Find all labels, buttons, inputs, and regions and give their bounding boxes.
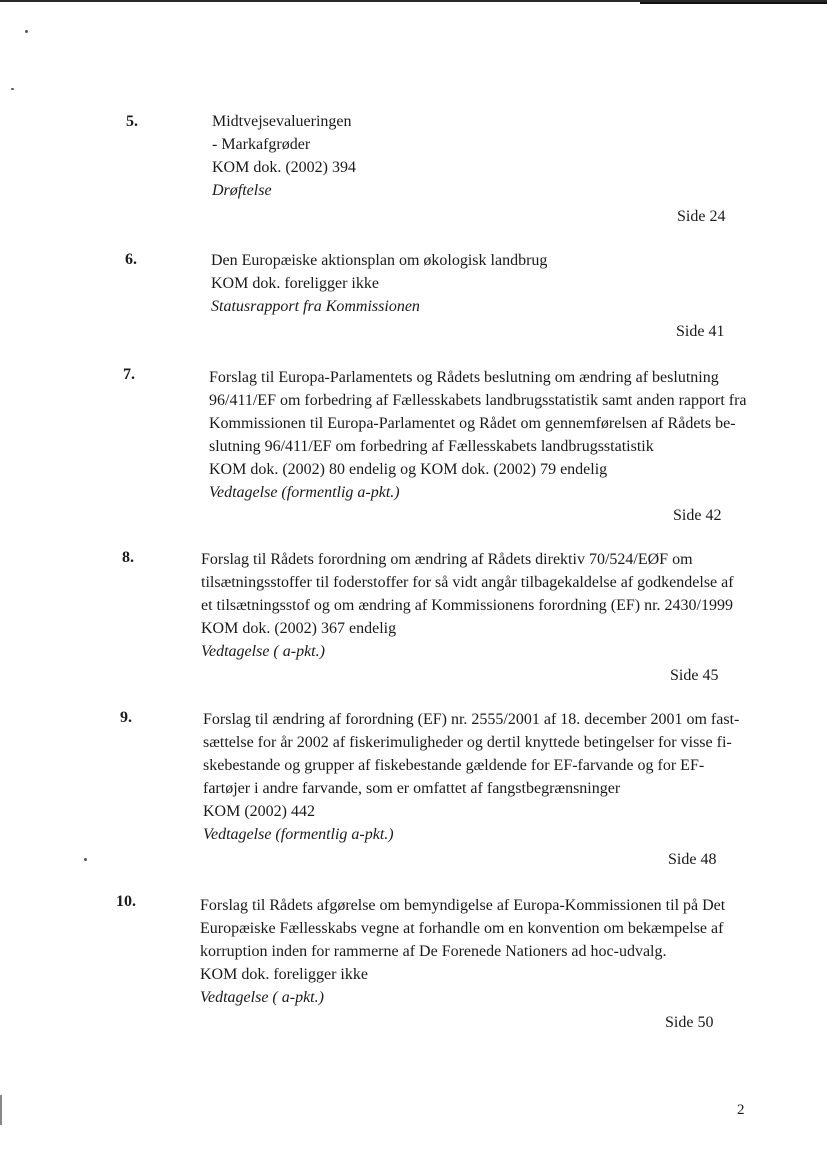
item-line: Forslag til Rådets forordning om ændring af Rådets direktiv 70/524/EØF om [201, 551, 693, 568]
agenda-item-text [201, 548, 734, 663]
agenda-item-text [212, 110, 356, 202]
item-line: et tilsætningsstof og om ændring af Kommissionens forordning (EF) nr. 2430/1999 [201, 597, 733, 614]
page-number: 2 [737, 1102, 745, 1118]
item-status: Statusrapport fra Kommissionen [211, 298, 420, 315]
item-status: Vedtagelse (formentlig a-pkt.) [209, 484, 400, 501]
page-reference: Side 50 [665, 1014, 714, 1031]
item-line: KOM dok. (2002) 80 endelig og KOM dok. (2002) 79 endelig [209, 461, 608, 478]
agenda-item-text [211, 249, 547, 318]
page-reference: Side 41 [676, 323, 725, 340]
page-reference: Side 45 [670, 667, 719, 684]
item-number: 9. [120, 709, 132, 726]
item-line: 96/411/EF om forbedring af Fællesskabets landbrugsstatistik samt anden rapport fra [209, 392, 747, 409]
item-line: slutning 96/411/EF om forbedring af Fællesskabets landbrugsstatistik [209, 438, 654, 455]
item-status: Drøftelse [212, 182, 272, 199]
item-line: KOM dok. foreligger ikke [200, 966, 368, 983]
item-line: Europæiske Fællesskabs vegne at forhandle om en konvention om bekæmpelse af [200, 920, 724, 937]
agenda-item-text [200, 894, 725, 1009]
item-line: KOM (2002) 442 [203, 803, 315, 820]
page-reference: Side 24 [677, 208, 726, 225]
page-reference: Side 48 [668, 851, 717, 868]
page-reference: Side 42 [673, 507, 722, 524]
item-line: Midtvejsevalueringen [212, 113, 352, 130]
item-line: fartøjer i andre farvande, som er omfattet af fangstbegrænsninger [203, 780, 621, 797]
item-number: 8. [122, 549, 134, 566]
item-status: Vedtagelse ( a-pkt.) [201, 643, 325, 660]
item-number: 7. [123, 366, 135, 383]
item-line: - Markafgrøder [212, 136, 311, 153]
item-line: Den Europæiske aktionsplan om økologisk landbrug [211, 252, 548, 269]
item-line: KOM dok. (2002) 394 [212, 159, 356, 176]
item-number: 6. [125, 251, 137, 268]
item-line: Kommissionen til Europa-Parlamentet og Rådet om gennemførelsen af Rådets be- [209, 415, 736, 432]
item-line: skebestande og grupper af fiskebestande gældende for EF-farvande og for EF- [203, 757, 705, 774]
item-number: 5. [126, 113, 138, 130]
item-status: Vedtagelse (formentlig a-pkt.) [203, 826, 394, 843]
item-line: KOM dok. (2002) 367 endelig [201, 620, 397, 637]
item-line: Forslag til ændring af forordning (EF) nr. 2555/2001 af 18. december 2001 om fast- [203, 711, 740, 728]
item-line: tilsætningsstoffer til foderstoffer for så vidt angår tilbagekaldelse af godkendelse af [201, 574, 734, 591]
item-number: 10. [116, 893, 136, 910]
item-line: KOM dok. foreligger ikke [211, 275, 379, 292]
agenda-item-text [209, 366, 747, 504]
scan-edge-mark [0, 1095, 2, 1125]
item-line: Forslag til Europa-Parlamentets og Rådets beslutning om ændring af beslutning [209, 369, 719, 386]
top-scan-border [0, 0, 827, 4]
item-line: sættelse for år 2002 af fiskerimuligheder og dertil knyttede betingelser for visse fi- [203, 734, 732, 751]
item-line: korruption inden for rammerne af De Forenede Nationers ad hoc-udvalg. [200, 943, 667, 960]
item-status: Vedtagelse ( a-pkt.) [200, 989, 324, 1006]
agenda-item-text [203, 708, 739, 846]
item-line: Forslag til Rådets afgørelse om bemyndigelse af Europa-Kommissionen til på Det [200, 897, 726, 914]
scan-speck [84, 858, 87, 861]
scan-speck [11, 88, 14, 90]
scan-speck [25, 30, 28, 33]
